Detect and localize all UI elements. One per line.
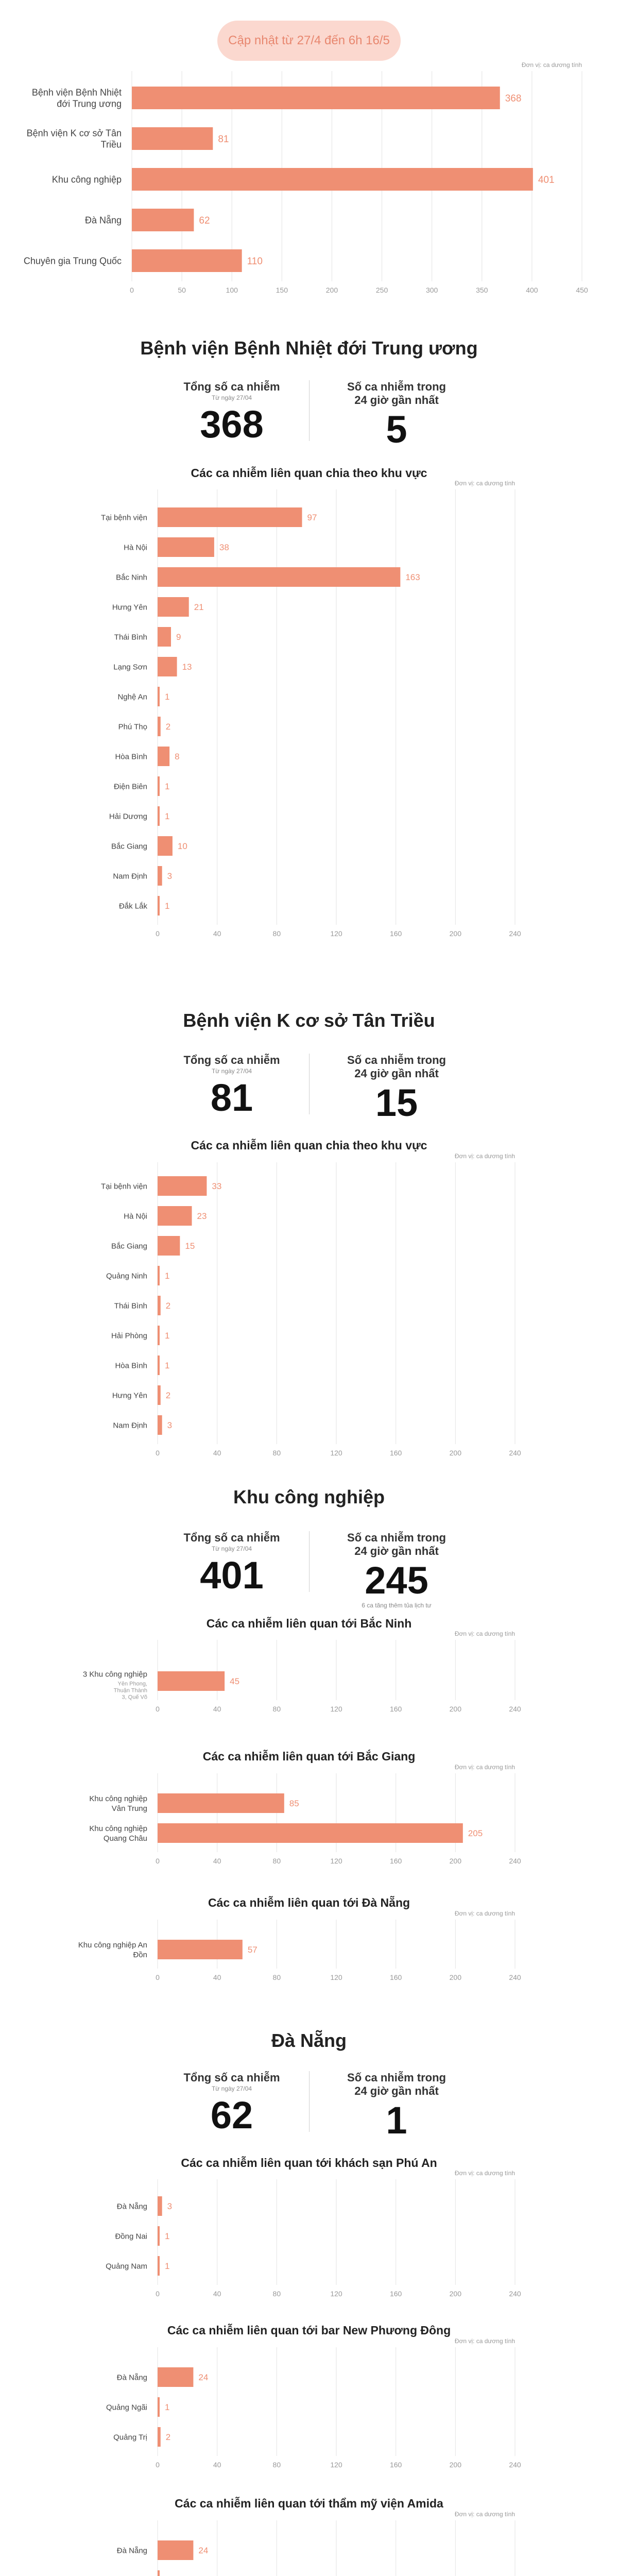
stat-divider: [309, 2071, 310, 2132]
recent-cases-value: 1: [386, 2099, 407, 2142]
x-tick-label: 80: [272, 929, 281, 938]
section-title: Khu công nghiệp: [233, 1486, 385, 1507]
x-tick-label: 0: [156, 929, 160, 938]
bar: [158, 507, 302, 527]
total-cases-value: 368: [200, 403, 264, 446]
bar: [132, 209, 194, 231]
category-label: Đà Nẵng: [116, 2202, 147, 2211]
x-tick-label: 400: [526, 286, 538, 294]
bar-value-label: 2: [165, 2432, 171, 2443]
bar-value-label: 163: [405, 572, 420, 583]
bar-chart: [0, 479, 618, 937]
bar-chart: [0, 2169, 618, 2297]
bar-value-label: 10: [177, 841, 187, 852]
category-label: Quảng Trị: [113, 2433, 147, 2442]
bar-value-label: 1: [165, 2261, 170, 2272]
bar-chart: [0, 1763, 618, 1864]
unit-label: Đơn vị: ca dương tính: [454, 2337, 515, 2345]
x-tick-label: 40: [213, 929, 221, 938]
category-label: Đà Nẵng: [116, 2373, 147, 2382]
x-tick-label: 160: [389, 1705, 402, 1713]
x-tick-label: 0: [156, 1449, 160, 1457]
x-tick-label: 80: [272, 1857, 281, 1865]
recent-cases-stat: [319, 1054, 474, 1124]
bar: [158, 1176, 207, 1196]
x-tick-label: 80: [272, 1705, 281, 1713]
total-cases-stat: [154, 1054, 309, 1118]
x-tick-label: 50: [178, 286, 186, 294]
category-label: Khu công nghiệp Vân Trung: [89, 1794, 147, 1813]
x-tick-label: 80: [272, 2461, 281, 2469]
unit-label: Đơn vị: ca dương tính: [454, 1764, 515, 1771]
category-label: Khu công nghiệp An Đồn: [78, 1940, 147, 1959]
x-tick-label: 160: [389, 929, 402, 938]
x-tick-label: 0: [156, 1705, 160, 1713]
bar-value-label: 368: [505, 93, 522, 104]
stat-divider: [309, 1054, 310, 1114]
chart-title: Các ca nhiễm liên quan chia theo khu vực: [191, 1139, 427, 1152]
bar: [158, 1236, 180, 1256]
bar-value-label: 401: [538, 174, 555, 185]
bar: [158, 836, 173, 856]
bar-value-label: 57: [247, 1945, 258, 1955]
stat-divider: [309, 1531, 310, 1592]
bar-value-label: 110: [247, 256, 263, 267]
bar: [132, 127, 213, 150]
bar: [132, 87, 500, 109]
bar: [158, 866, 162, 886]
category-label: 3 Khu công nghiệp: [82, 1670, 147, 1679]
total-cases-since: Từ ngày 27/04: [211, 1545, 252, 1552]
category-label: Hòa Bình: [115, 1361, 147, 1370]
x-tick-label: 0: [156, 2290, 160, 2298]
total-cases-value: 401: [200, 1554, 264, 1597]
total-cases-since: Từ ngày 27/04: [211, 2085, 252, 2092]
category-label: Bắc Giang: [111, 842, 147, 851]
category-label: Chuyên gia Trung Quốc: [23, 256, 122, 266]
bar-value-label: 1: [165, 782, 170, 792]
x-tick-label: 200: [449, 929, 462, 938]
category-label: Khu công nghiệp Quang Châu: [89, 1824, 147, 1843]
category-label: Thái Bình: [114, 633, 147, 642]
total-cases-stat: [154, 380, 309, 445]
x-tick-label: 0: [156, 2461, 160, 2469]
total-cases-value: 62: [210, 2094, 253, 2137]
bar-value-label: 62: [199, 215, 210, 226]
recent-cases-stat: [319, 380, 474, 450]
bar-chart: [0, 1909, 618, 1980]
x-tick-label: 240: [509, 1857, 521, 1865]
bar-value-label: 1: [165, 2402, 170, 2413]
x-tick-label: 240: [509, 1449, 521, 1457]
bar: [158, 687, 160, 706]
x-tick-label: 450: [576, 286, 588, 294]
bar: [158, 2226, 160, 2246]
bar: [158, 597, 189, 617]
category-label: Tại bệnh viện: [100, 1182, 147, 1191]
category-label: Phú Thọ: [118, 722, 147, 732]
category-label: Tại bệnh viện: [100, 513, 147, 522]
bar-value-label: 38: [219, 543, 229, 553]
bar-value-label: 1: [165, 1331, 170, 1341]
bar: [158, 2196, 162, 2216]
x-tick-label: 0: [156, 1973, 160, 1981]
bar: [158, 1385, 161, 1405]
x-tick-label: 40: [213, 2461, 221, 2469]
x-tick-label: 200: [449, 1973, 462, 1981]
bar-chart: [0, 1630, 618, 1712]
x-tick-label: 160: [389, 2290, 402, 2298]
total-cases-stat: [154, 1531, 309, 1596]
bar: [158, 2367, 193, 2387]
x-tick-label: 80: [272, 2290, 281, 2298]
bar-value-label: 15: [185, 1241, 195, 1251]
bar-value-label: 1: [165, 811, 170, 822]
bar-value-label: 3: [167, 1420, 173, 1431]
chart-title: Các ca nhiễm liên quan tới Bắc Ninh: [206, 1617, 412, 1630]
x-tick-label: 160: [389, 2461, 402, 2469]
bar: [158, 776, 160, 796]
total-cases-label: Tổng số ca nhiễm: [183, 2071, 280, 2084]
total-cases-stat: [154, 2071, 309, 2136]
x-tick-label: 200: [449, 2461, 462, 2469]
bar-value-label: 1: [165, 1271, 170, 1281]
x-tick-label: 80: [272, 1449, 281, 1457]
bar: [158, 2256, 160, 2276]
category-label: Đắk Lắk: [118, 902, 147, 911]
chart-title: Các ca nhiễm liên quan tới Đà Nẵng: [208, 1896, 410, 1909]
bar: [158, 1671, 225, 1691]
category-label: Hưng Yên: [112, 603, 147, 612]
category-label: Bệnh viện K cơ sở Tân Triều: [26, 128, 122, 150]
bar: [132, 168, 533, 191]
x-tick-label: 200: [449, 1857, 462, 1865]
unit-label: Đơn vị: ca dương tính: [521, 61, 582, 69]
bar-value-label: 205: [468, 1828, 483, 1839]
category-label: Nam Định: [113, 872, 147, 881]
recent-cases-label: Số ca nhiễm trong 24 giờ gần nhất: [347, 1531, 446, 1557]
chart-title: Các ca nhiễm liên quan tới bar New Phương Đông: [167, 2324, 451, 2337]
unit-label: Đơn vị: ca dương tính: [454, 2511, 515, 2518]
chart-title: Các ca nhiễm liên quan tới thẩm mỹ viện Amida: [175, 2497, 443, 2510]
bar-value-label: 23: [197, 1211, 207, 1222]
unit-label: Đơn vị: ca dương tính: [454, 1910, 515, 1917]
recent-cases-label: Số ca nhiễm trong 24 giờ gần nhất: [347, 380, 446, 406]
x-tick-label: 240: [509, 2461, 521, 2469]
bar-chart: [0, 2337, 618, 2468]
x-tick-label: 150: [276, 286, 288, 294]
category-label: Hải Dương: [109, 812, 147, 821]
bar-value-label: 1: [165, 1361, 170, 1371]
recent-cases-value: 245: [365, 1559, 428, 1602]
category-label: Khu công nghiệp: [52, 174, 122, 185]
bar: [158, 1415, 162, 1435]
x-tick-label: 100: [226, 286, 238, 294]
category-label: Hòa Bình: [115, 752, 147, 761]
bar-value-label: 45: [230, 1676, 240, 1687]
x-tick-label: 350: [476, 286, 488, 294]
recent-cases-stat: [319, 2071, 474, 2141]
total-cases-value: 81: [210, 1076, 253, 1119]
unit-label: Đơn vị: ca dương tính: [454, 1153, 515, 1160]
category-label: Bắc Ninh: [116, 573, 147, 582]
bar: [158, 1940, 243, 1959]
x-tick-label: 300: [425, 286, 438, 294]
bar-value-label: 1: [165, 901, 170, 911]
bar: [158, 2540, 193, 2560]
bar-value-label: 9: [176, 632, 181, 642]
bar-value-label: 13: [182, 662, 192, 672]
category-label: Nam Định: [113, 1421, 147, 1430]
recent-cases-value: 5: [386, 408, 407, 451]
unit-label: Đơn vị: ca dương tính: [454, 1630, 515, 1637]
total-cases-label: Tổng số ca nhiễm: [183, 1054, 280, 1066]
bar-value-label: 1: [165, 2231, 170, 2242]
category-label: Điện Biên: [113, 782, 147, 791]
chart-title: Các ca nhiễm liên quan tới khách sạn Phú An: [181, 2156, 437, 2170]
bar-value-label: 85: [289, 1799, 299, 1809]
bar: [158, 2397, 160, 2417]
bar: [158, 1823, 463, 1843]
x-tick-label: 120: [330, 1857, 342, 1865]
bar: [158, 717, 161, 736]
bar-value-label: 2: [165, 722, 171, 732]
bar-chart: [0, 61, 618, 308]
bar-value-label: 33: [212, 1181, 222, 1192]
bar-value-label: 24: [198, 2372, 209, 2383]
x-tick-label: 240: [509, 2290, 521, 2298]
x-tick-label: 200: [449, 2290, 462, 2298]
category-label: Thái Bình: [114, 1301, 147, 1311]
x-tick-label: 0: [156, 1857, 160, 1865]
total-cases-since: Từ ngày 27/04: [211, 1067, 252, 1075]
bar-chart: [0, 2510, 618, 2576]
x-tick-label: 200: [449, 1705, 462, 1713]
section-title: Bệnh viện K cơ sở Tân Triều: [183, 1010, 435, 1031]
bar-value-label: 21: [194, 602, 204, 613]
total-cases-label: Tổng số ca nhiễm: [183, 1531, 280, 1544]
category-label: Lạng Sơn: [113, 663, 147, 672]
category-label: Bệnh viện Bệnh Nhiệt đới Trung ương: [31, 87, 122, 109]
category-label: Hưng Yên: [112, 1391, 147, 1400]
chart-title: Các ca nhiễm liên quan chia theo khu vực: [191, 466, 427, 480]
x-tick-label: 120: [330, 1449, 342, 1457]
bar: [158, 567, 400, 587]
x-tick-label: 0: [130, 286, 134, 294]
bar: [158, 1296, 161, 1315]
update-badge: Cập nhật từ 27/4 đến 6h 16/5: [217, 21, 401, 61]
category-label: Đà Nẵng: [84, 215, 122, 226]
unit-label: Đơn vị: ca dương tính: [454, 480, 515, 487]
bar: [158, 747, 169, 766]
bar: [158, 1206, 192, 1226]
x-tick-label: 200: [325, 286, 338, 294]
x-tick-label: 120: [330, 929, 342, 938]
bar: [132, 249, 242, 272]
category-label: Đà Nẵng: [116, 2546, 147, 2555]
x-tick-label: 40: [213, 1449, 221, 1457]
category-label: Đồng Nai: [115, 2232, 147, 2241]
bar: [158, 896, 160, 916]
category-label: Bắc Giang: [111, 1242, 147, 1251]
x-tick-label: 120: [330, 2461, 342, 2469]
chart-title: Các ca nhiễm liên quan tới Bắc Giang: [202, 1750, 416, 1763]
stat-divider: [309, 380, 310, 441]
category-label: Quảng Ngãi: [106, 2403, 147, 2412]
section-title: Đà Nẵng: [271, 2030, 347, 2051]
x-tick-label: 40: [213, 2290, 221, 2298]
x-tick-label: 240: [509, 929, 521, 938]
bar-value-label: 1: [165, 692, 170, 702]
category-label: Quảng Ninh: [106, 1272, 147, 1281]
unit-label: Đơn vị: ca dương tính: [454, 2170, 515, 2177]
bar: [158, 2427, 161, 2447]
bar-value-label: 2: [165, 1391, 171, 1401]
x-tick-label: 250: [375, 286, 388, 294]
bar: [158, 657, 177, 676]
x-tick-label: 200: [449, 1449, 462, 1457]
recent-cases-label: Số ca nhiễm trong 24 giờ gần nhất: [347, 1054, 446, 1080]
bar-value-label: 97: [307, 513, 317, 523]
bar: [158, 537, 214, 557]
section-title: Bệnh viện Bệnh Nhiệt đới Trung ương: [140, 337, 478, 359]
bar-value-label: 24: [198, 2546, 209, 2556]
x-tick-label: 120: [330, 1973, 342, 1981]
bar: [158, 2570, 160, 2576]
bar: [158, 1326, 160, 1345]
recent-cases-value: 15: [375, 1081, 418, 1124]
x-tick-label: 40: [213, 1705, 221, 1713]
bar-value-label: 81: [218, 133, 229, 145]
bar: [158, 627, 171, 647]
category-label: Hải Phòng: [111, 1331, 147, 1341]
bar-value-label: 3: [167, 2201, 173, 2212]
bar: [158, 806, 160, 826]
category-note: Yên Phong, Thuận Thành 3, Quế Võ: [113, 1681, 147, 1701]
category-label: Nghệ An: [117, 692, 147, 702]
x-tick-label: 160: [389, 1449, 402, 1457]
bar-value-label: 2: [165, 1301, 171, 1311]
recent-cases-stat: [319, 1531, 474, 1609]
category-label: Hà Nội: [124, 543, 147, 552]
total-cases-label: Tổng số ca nhiễm: [183, 380, 280, 393]
x-tick-label: 120: [330, 1705, 342, 1713]
recent-cases-label: Số ca nhiễm trong 24 giờ gần nhất: [347, 2071, 446, 2097]
x-tick-label: 40: [213, 1973, 221, 1981]
category-label: Hà Nội: [124, 1212, 147, 1221]
x-tick-label: 120: [330, 2290, 342, 2298]
bar: [158, 1793, 284, 1813]
x-tick-label: 160: [389, 1857, 402, 1865]
bar-chart: [0, 1152, 618, 1456]
x-tick-label: 240: [509, 1705, 521, 1713]
recent-cases-note: 6 ca tăng thêm tủa lịch tư: [362, 1602, 432, 1609]
x-tick-label: 80: [272, 1973, 281, 1981]
x-tick-label: 40: [213, 1857, 221, 1865]
bar-value-label: 3: [167, 871, 173, 882]
bar: [158, 1266, 160, 1285]
x-tick-label: 240: [509, 1973, 521, 1981]
bar-value-label: 8: [175, 752, 180, 762]
bar: [158, 1355, 160, 1375]
category-label: Quảng Nam: [106, 2262, 147, 2271]
total-cases-since: Từ ngày 27/04: [211, 394, 252, 401]
x-tick-label: 160: [389, 1973, 402, 1981]
